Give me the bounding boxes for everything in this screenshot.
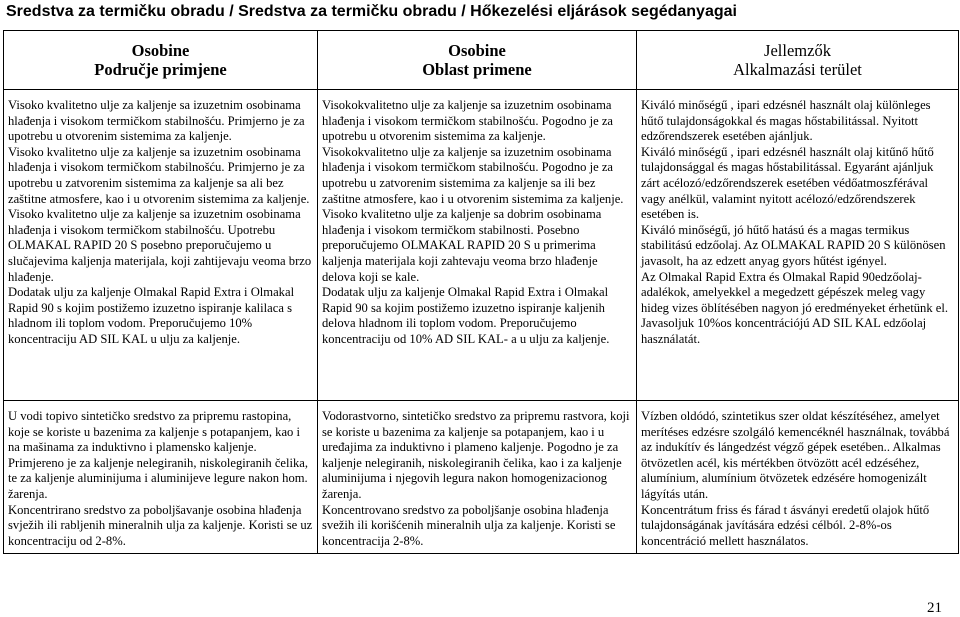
paragraph: Visokokvalitetno ulje za kaljenje sa izuzetnim osobinama hlađenja i visokom termičkom stabilnošću. Pogodno je za upotrebu u otvorenim sistemima za kaljenje. <box>322 98 614 144</box>
synthetic-cell-bosnian <box>4 401 318 554</box>
paragraph: Koncentrátum friss és fárad t ásványi eredetű olajok hűtő tulajdonságának javítására edzési célból. 2-8%-os koncentráció mellett használatos. <box>641 502 930 548</box>
header-line2: Područje primjene <box>94 60 227 79</box>
synthetic-cell-hungarian <box>637 401 959 554</box>
page-number: 21 <box>927 600 942 616</box>
header-row <box>4 31 959 90</box>
paragraph: Visoko kvalitetno ulje za kaljenje sa izuzetnim osobinama hlađenja i visokom termičkom stabilnošću. Primjerno je za upotrebu u zatvorenim sistemima za kaljenje sa ali bez zaštitne atmosfere, kao i u otvorenim sistemima za kaljenje. <box>8 144 310 206</box>
paragraph: Kiváló minőségű , ipari edzésnél használt olaj különleges hűtő tulajdonságokkal és magas hőstabilitással. Nyitott edzőrendszerek esetében ajánljuk. <box>641 98 931 144</box>
synthetic-row <box>4 401 959 554</box>
oils-cell-hungarian <box>637 90 959 401</box>
page-title: Sredstva za termičku obradu / Sredstva za termičku obradu / Hőkezelési eljárások segédanyagai <box>6 3 737 20</box>
paragraph: Koncentrovano sredstvo za poboljšanje osobina hlađenja svežih ili korišćenih mineralnih ulja za kaljenje. Koristi se koncentracija 2-8%. <box>322 502 616 548</box>
properties-table <box>3 30 959 554</box>
paragraph: Vízben oldódó, szintetikus szer oldat készítéséhez, amelyet merítéses edzésre szolgáló kemencéknél használnak, továbbá az indukítív és lángedzést végző gépek esetében.. Alkalmas ötvözetlen acél, kis mértékben ötvözött acél edzéséhez, alumínium, alumínium ötvözetek edzésére homogenizált lágyítás után. <box>641 409 950 501</box>
header-line1: Osobine <box>448 41 506 60</box>
paragraph: Visoko kvalitetno ulje za kaljenje sa izuzetnim osobinama hlađenja i visokom termičkom stabilnošću. Upotrebu OLMAKAL RAPID 20 S posebno preporučujemo u slučajevima kaljenja materijala, koji zahtijevaju veoma brzo hlađenje. <box>8 207 312 284</box>
paragraph: Dodatak ulju za kaljenje Olmakal Rapid Extra i Olmakal Rapid 90 s kojim postižemo izuzetno ispiranje kalilaca s hladnom ili toplom vodom. Preporučujemo 10% koncentraciju AD SIL KAL u ulju za kaljenje. <box>8 285 295 346</box>
header-line2: Alkalmazási terület <box>733 60 862 79</box>
header-line1: Osobine <box>131 41 190 60</box>
header-line1: Jellemzők <box>764 41 831 60</box>
oils-row <box>4 90 959 401</box>
paragraph: Dodatak ulju za kaljenje Olmakal Rapid Extra i Olmakal Rapid 90 sa kojim postižemo izuzetno ispiranje kaljenih delova hladnom ili toplom vodom. Preporučujemo koncentraciju od 10% AD SIL KAL- a u ulju za kaljenje. <box>322 285 610 346</box>
header-cell-bosnian <box>4 31 318 90</box>
paragraph: Kiváló minőségű , ipari edzésnél használt olaj kitűnő hűtő tulajdonsággal és magas hőstabilitással. Egyaránt ajánljuk zárt acélozó/edzőrendszerek esetében védőatmoszférával vagy anélkül, valamint nyitott acélozó/edzőrendszerek esetében is. <box>641 144 934 222</box>
oils-cell-serbian <box>318 90 637 401</box>
oils-cell-bosnian <box>4 90 318 401</box>
paragraph: Visokokvalitetno ulje za kaljenje sa izuzetnim osobinama hlađenja i visokom termičkom stabilnošću. Pogodno je za upotrebu u zatvorenim sistemima za kaljenje sa ili bez zaštitne atmosfere, kao i u otvorenim sistemima za kaljenje. <box>322 144 624 206</box>
paragraph: Koncentrirano sredstvo za poboljšavanje osobina hlađenja svježih ili rabljenih mineralnih ulja za kaljenje. Koristi se uz koncentraciju od 2-8%. <box>8 502 313 548</box>
paragraph: Visoko kvalitetno ulje za kaljenje sa dobrim osobinama hlađenja i visokom termičkom stabilnosti. Posebno preporučujemo OLMAKAL RAPID 20 S u primerima kaljenja materijala koji zahtevaju veoma brzo hlađenje delova koji se kale. <box>322 207 602 284</box>
paragraph: Visoko kvalitetno ulje za kaljenje sa izuzetnim osobinama hlađenja i visokom termičkom stabilnošću. Primjerno je za upotrebu u otvorenim sistemima za kaljenje. <box>8 98 305 144</box>
header-cell-hungarian <box>637 31 959 90</box>
paragraph para-gap: Az Olmakal Rapid Extra és Olmakal Rapid 90edzőolaj-adalékok, amelyekkel a megedzett gépészek meleg vagy hideg vizes öblítésében nagyon jó eredményeket érhetünk el. Javasoljuk 10%os koncentrációjú AD SIL KAL edzőolaj használatát. <box>641 269 949 346</box>
header-cell-serbian <box>318 31 637 90</box>
header-line2: Oblast primene <box>422 60 532 79</box>
paragraph: Kiváló minőségű, jó hűtő hatású és a magas termikus stabilitású edzőolaj. Az OLMAKAL RAPID 20 S különösen javasolt, ha az edzett anyag gyors hűtést igényel. <box>641 222 946 268</box>
paragraph: Vodorastvorno, sintetičko sredstvo za pripremu rastvora, koji se koriste u bazenima za kaljenje sa potapanjem, kao i u uređajima za induktivno i plameno kaljenje. Pogodno je za kaljenje nelegiranih, niskolegiranih čelika, kao i za kaljenje aluminijuma i njegovih legura nakon homogenizacionog žarenja. <box>322 409 630 501</box>
paragraph: U vodi topivo sintetičko sredstvo za pripremu rastopina, koje se koriste u bazenima za kaljenje s potapanjem, kao i na mašinama za induktivno i plamensko kaljenje. Primjereno je za kaljenje nelegiranih, niskolegiranih čelika, te za kaljenje aluminijuma i aluminijeve legure nakon hom. žarenja. <box>8 409 309 501</box>
synthetic-cell-serbian <box>318 401 637 554</box>
